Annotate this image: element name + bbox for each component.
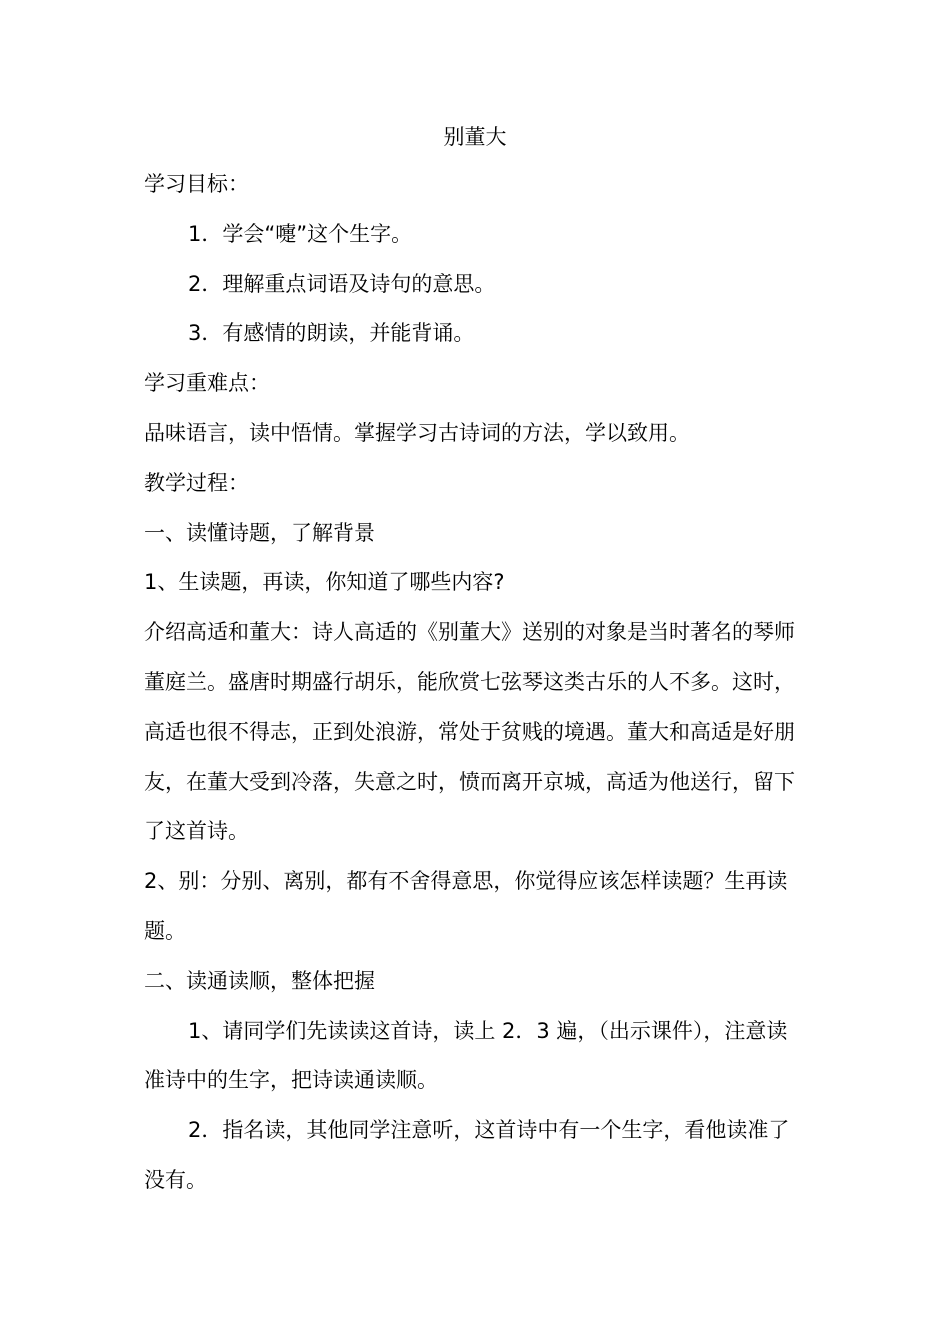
paragraph-background-intro: 介绍高适和董大：诗人高适的《别董大》送别的对象是当时著名的琴师董庭兰。盛唐时期盛行胡乐，能欣赏七弦琴这类古乐的人不多。这时，高适也很不得志，正到处浪游，常处于贫贱的境遇。董大和高适是好朋友，在董大受到冷落，失意之时，愤而离开京城，高适为他送行，留下了这首诗。 [144, 620, 795, 844]
paragraph-section-2-step-2: 2．指名读，其他同学注意听，这首诗中有一个生字，看他读准了没有。 [144, 1118, 790, 1192]
paragraph-section-1-step-1: 1、生读题，再读，你知道了哪些内容? [144, 570, 505, 595]
paragraph-key-points-heading: 学习重难点： [144, 371, 270, 396]
paragraph-section-1-heading: 一、读懂诗题，了解背景 [144, 520, 375, 545]
paragraph-process-heading: 教学过程： [144, 470, 249, 495]
paragraph-goal-2: 2．理解重点词语及诗句的意思。 [188, 271, 496, 296]
paragraph-key-points: 品味语言，读中悟情。掌握学习古诗词的方法，学以致用。 [144, 420, 690, 445]
paragraph-goal-1: 1．学会“嚏”这个生字。 [188, 221, 413, 246]
paragraph-section-1-step-2: 2、别：分别、离别，都有不舍得意思，你觉得应该怎样读题？生再读题。 [144, 869, 788, 943]
document-body [144, 160, 808, 1206]
paragraph-section-2-heading: 二、读通读顺，整体把握 [144, 968, 375, 993]
document-title: 别董大 [443, 125, 507, 149]
paragraph-goal-3: 3．有感情的朗读，并能背诵。 [188, 321, 475, 346]
paragraph-learning-goals-heading: 学习目标： [144, 172, 249, 196]
paragraph-section-2-step-1: 1、请同学们先读读这首诗，读上 2．3 遍，（出示课件），注意读准诗中的生字，把诗读通读顺。 [144, 1018, 788, 1093]
